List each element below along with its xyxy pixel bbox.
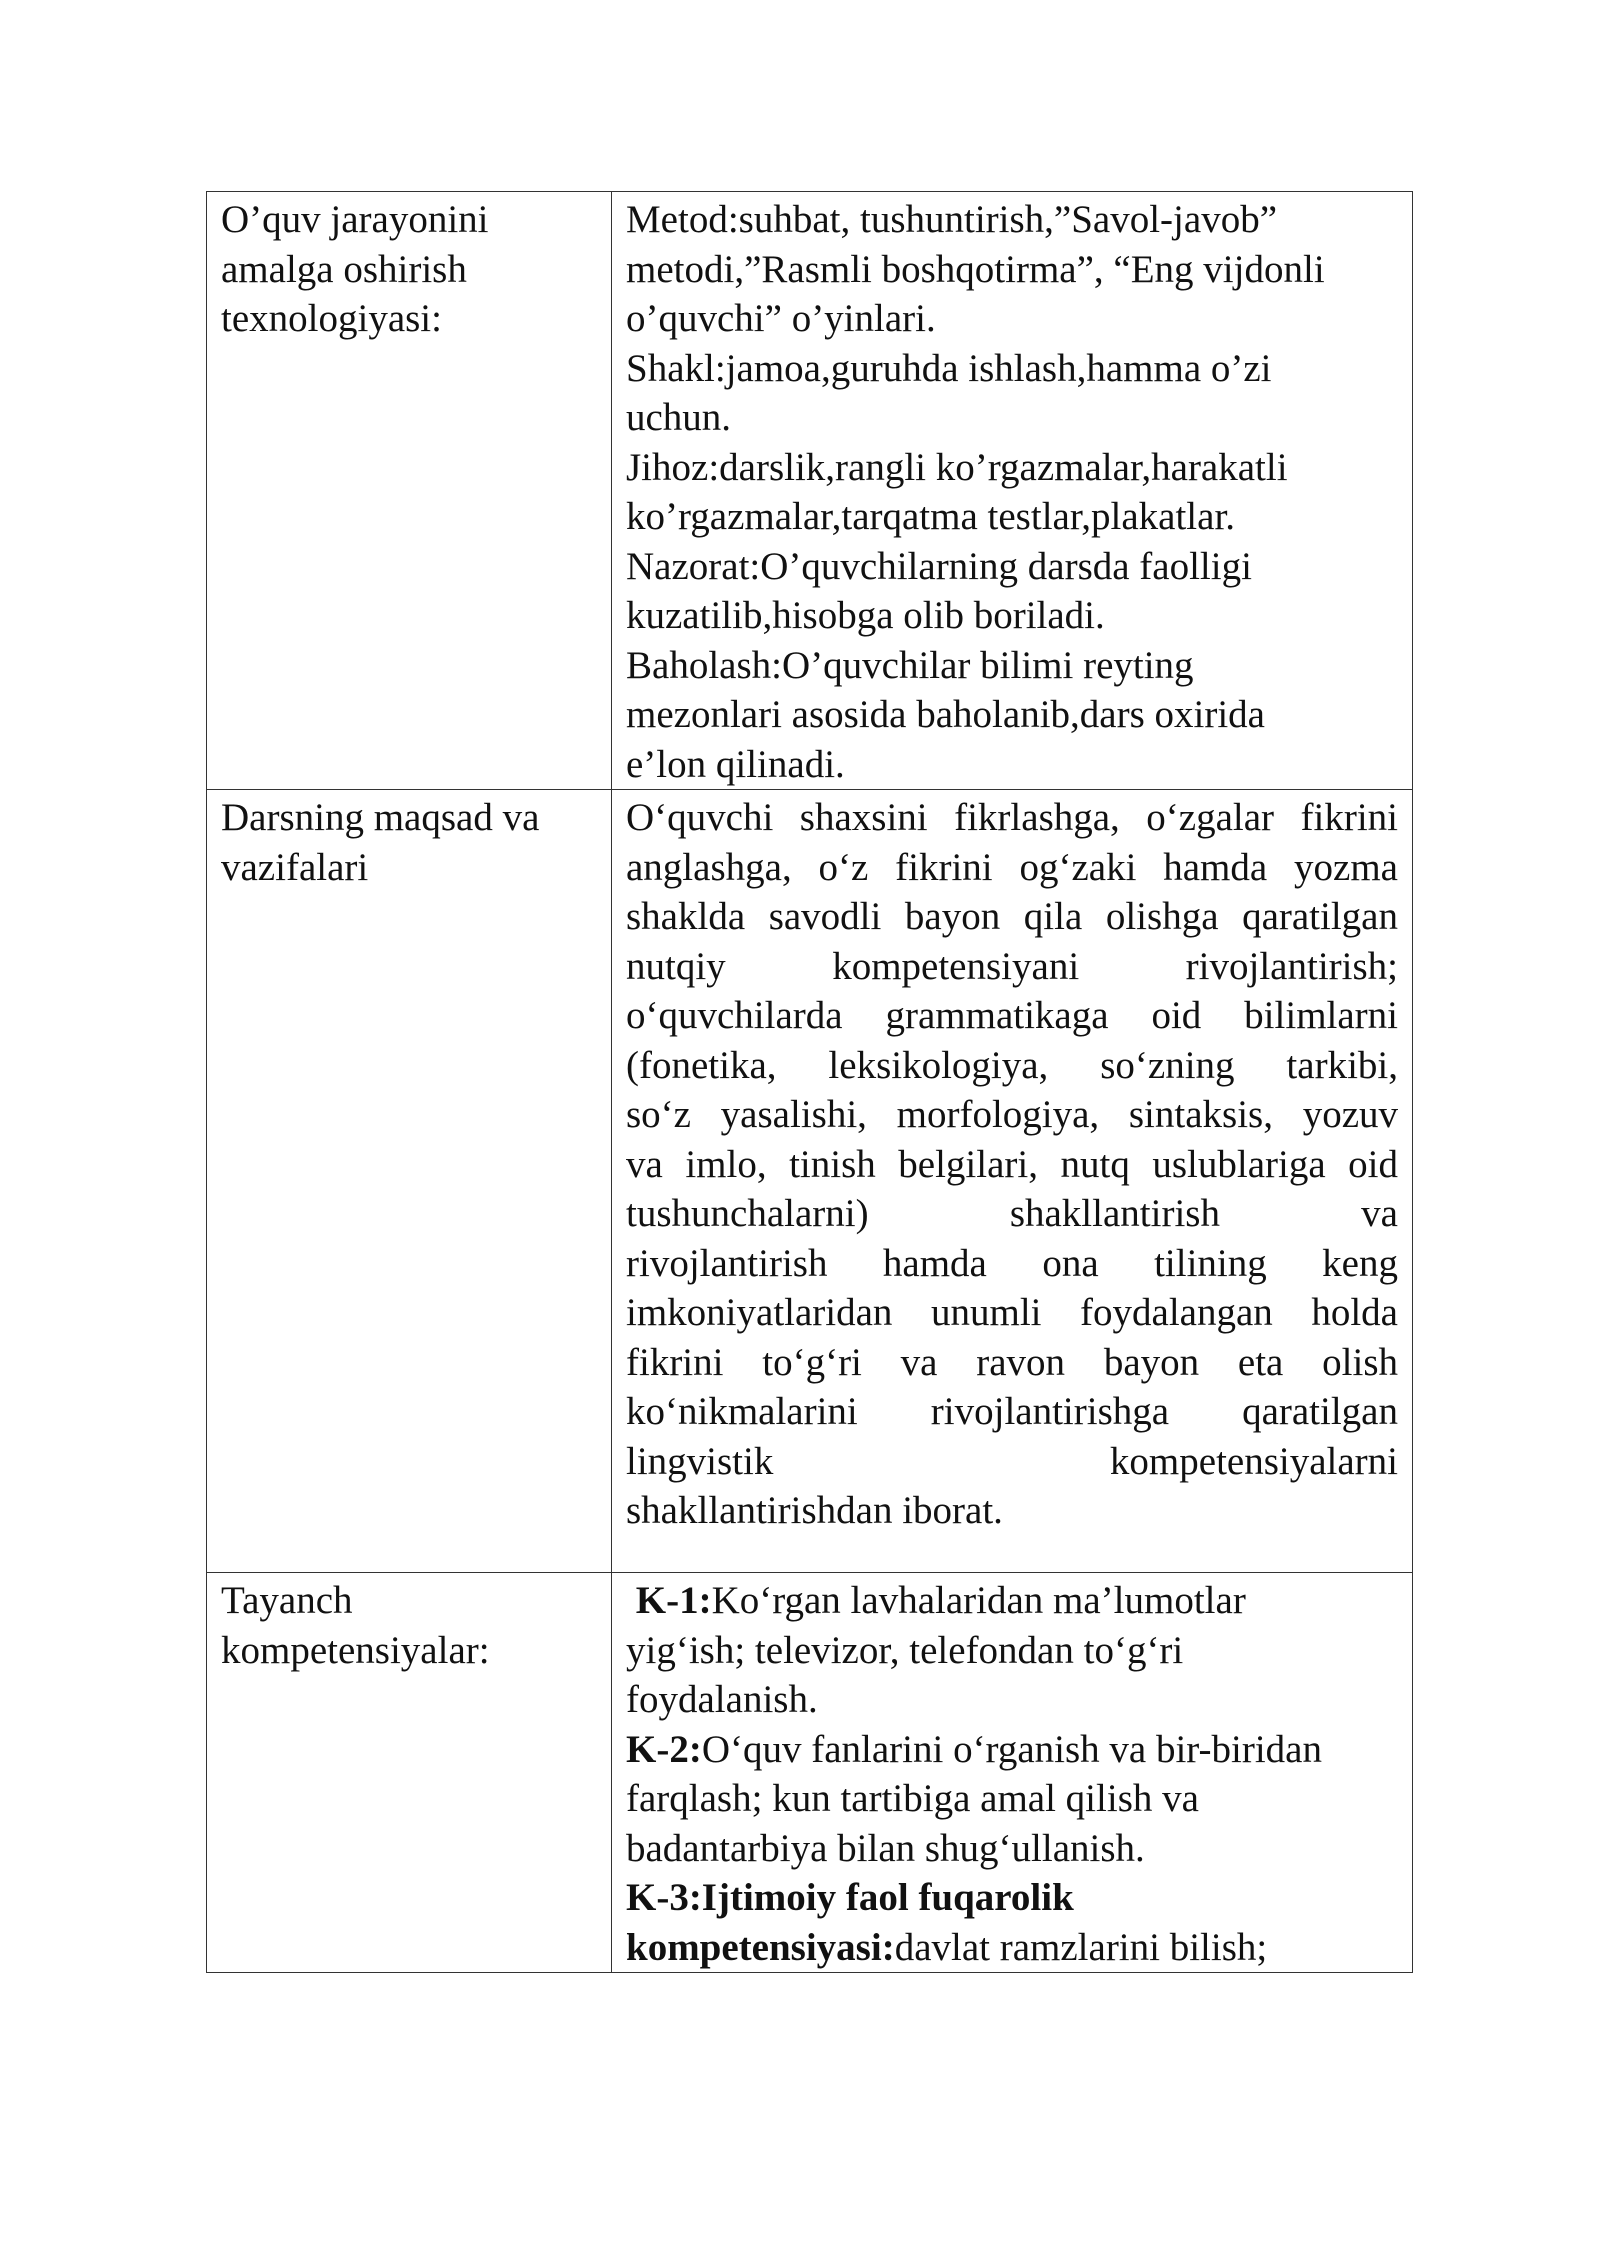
- table-row: [207, 192, 1413, 790]
- table-row: [207, 1573, 1413, 1973]
- value-line: tushunchalarni) shakllantirish va: [626, 1192, 1398, 1235]
- value-line: so‘z yasalishi, morfologiya, sintaksis, yozuv: [626, 1093, 1398, 1136]
- value-line: anglashga, o‘z fikrini og‘zaki hamda yozma: [626, 845, 1398, 889]
- competency-code: K-2:: [626, 1727, 702, 1771]
- competency-text-line: badantarbiya bilan shug‘ullanish.: [626, 1826, 1145, 1870]
- value-line: mezonlari asosida baholanib,dars oxirida: [626, 693, 1265, 736]
- value-line: Shakl:jamoa,guruhda ishlash,hamma o’zi: [626, 346, 1272, 390]
- competency-text: O‘quv fanlarini o‘rganish va bir-biridan: [701, 1727, 1322, 1771]
- value-line: uchun.: [626, 396, 732, 439]
- competency-code: K-3:Ijtimoiy faol fuqarolik: [626, 1876, 1074, 1919]
- value-line: va imlo, tinish belgilari, nutq uslublariga oid: [626, 1142, 1398, 1186]
- value-line: shakllantirishdan iborat.: [626, 1489, 1003, 1532]
- competency-k3-line: [626, 1873, 1398, 1923]
- competency-text-line: foydalanish.: [626, 1678, 818, 1721]
- competency-text: davlat ramzlarini bilish;: [894, 1925, 1268, 1969]
- value-line: ko‘nikmalarini rivojlantirishga qaratilgan: [626, 1390, 1398, 1433]
- value-line: nutqiy kompetensiyani rivojlantirish;: [626, 944, 1398, 988]
- value-line: lingvistik kompetensiyalarni: [626, 1439, 1398, 1483]
- competency-k2-line: [626, 1725, 1398, 1775]
- label-line: kompetensiyalar:: [221, 1628, 490, 1672]
- value-line: O‘quvchi shaxsini fikrlashga, o‘zgalar fikrini: [626, 796, 1398, 839]
- competency-k3-line: [626, 1923, 1398, 1973]
- value-line: Jihoz:darslik,rangli ko’rgazmalar,harakatli: [626, 445, 1288, 489]
- value-line: o‘quvchilarda grammatikaga oid bilimlarni: [626, 994, 1398, 1037]
- label-line: Tayanch: [221, 1579, 353, 1622]
- value-cell-competencies: [612, 1573, 1413, 1973]
- value-line: imkoniyatlaridan unumli foydalangan holda: [626, 1291, 1398, 1334]
- value-line: fikrini to‘g‘ri va ravon bayon eta olish: [626, 1340, 1398, 1384]
- lesson-plan-table: [206, 191, 1413, 1973]
- label-line: vazifalari: [221, 845, 369, 889]
- table-row: [207, 790, 1413, 1573]
- competency-text: Ko‘rgan lavhalaridan ma’lumotlar: [711, 1579, 1246, 1622]
- competency-k1-line: [626, 1576, 1398, 1626]
- value-line: Metod:suhbat, tushuntirish,”Savol-javob”: [626, 198, 1278, 241]
- label-cell-competencies: [207, 1573, 612, 1973]
- label-line: amalga oshirish: [221, 247, 467, 291]
- value-line: rivojlantirish hamda ona tilining keng: [626, 1241, 1398, 1285]
- value-line: ko’rgazmalar,tarqatma testlar,plakatlar.: [626, 495, 1236, 538]
- value-line: Baholash:O’quvchilar bilimi reyting: [626, 643, 1194, 687]
- value-line: e’lon qilinadi.: [626, 742, 845, 786]
- label-line: texnologiyasi:: [221, 297, 442, 340]
- label-cell-goals: [207, 790, 612, 1573]
- value-line: kuzatilib,hisobga olib boriladi.: [626, 594, 1105, 637]
- label-line: O’quv jarayonini: [221, 198, 489, 241]
- competency-code: K-1:: [635, 1579, 712, 1622]
- label-line: Darsning maqsad va: [221, 796, 540, 839]
- competency-code: kompetensiyasi:: [626, 1925, 895, 1969]
- value-cell-goals: [612, 790, 1413, 1573]
- value-line: shaklda savodli bayon qila olishga qaratilgan: [626, 895, 1398, 938]
- value-line: (fonetika, leksikologiya, so‘zning tarkibi,: [626, 1043, 1398, 1087]
- value-line: Nazorat:O’quvchilarning darsda faolligi: [626, 544, 1252, 588]
- competency-text-line: yig‘ish; televizor, telefondan to‘g‘ri: [626, 1628, 1184, 1672]
- value-line: metodi,”Rasmli boshqotirma”, “Eng vijdonli: [626, 247, 1325, 291]
- value-line: o’quvchi” o’yinlari.: [626, 297, 936, 340]
- label-cell-technology: [207, 192, 612, 790]
- competency-text-line: farqlash; kun tartibiga amal qilish va: [626, 1777, 1199, 1820]
- value-cell-technology: [612, 192, 1413, 790]
